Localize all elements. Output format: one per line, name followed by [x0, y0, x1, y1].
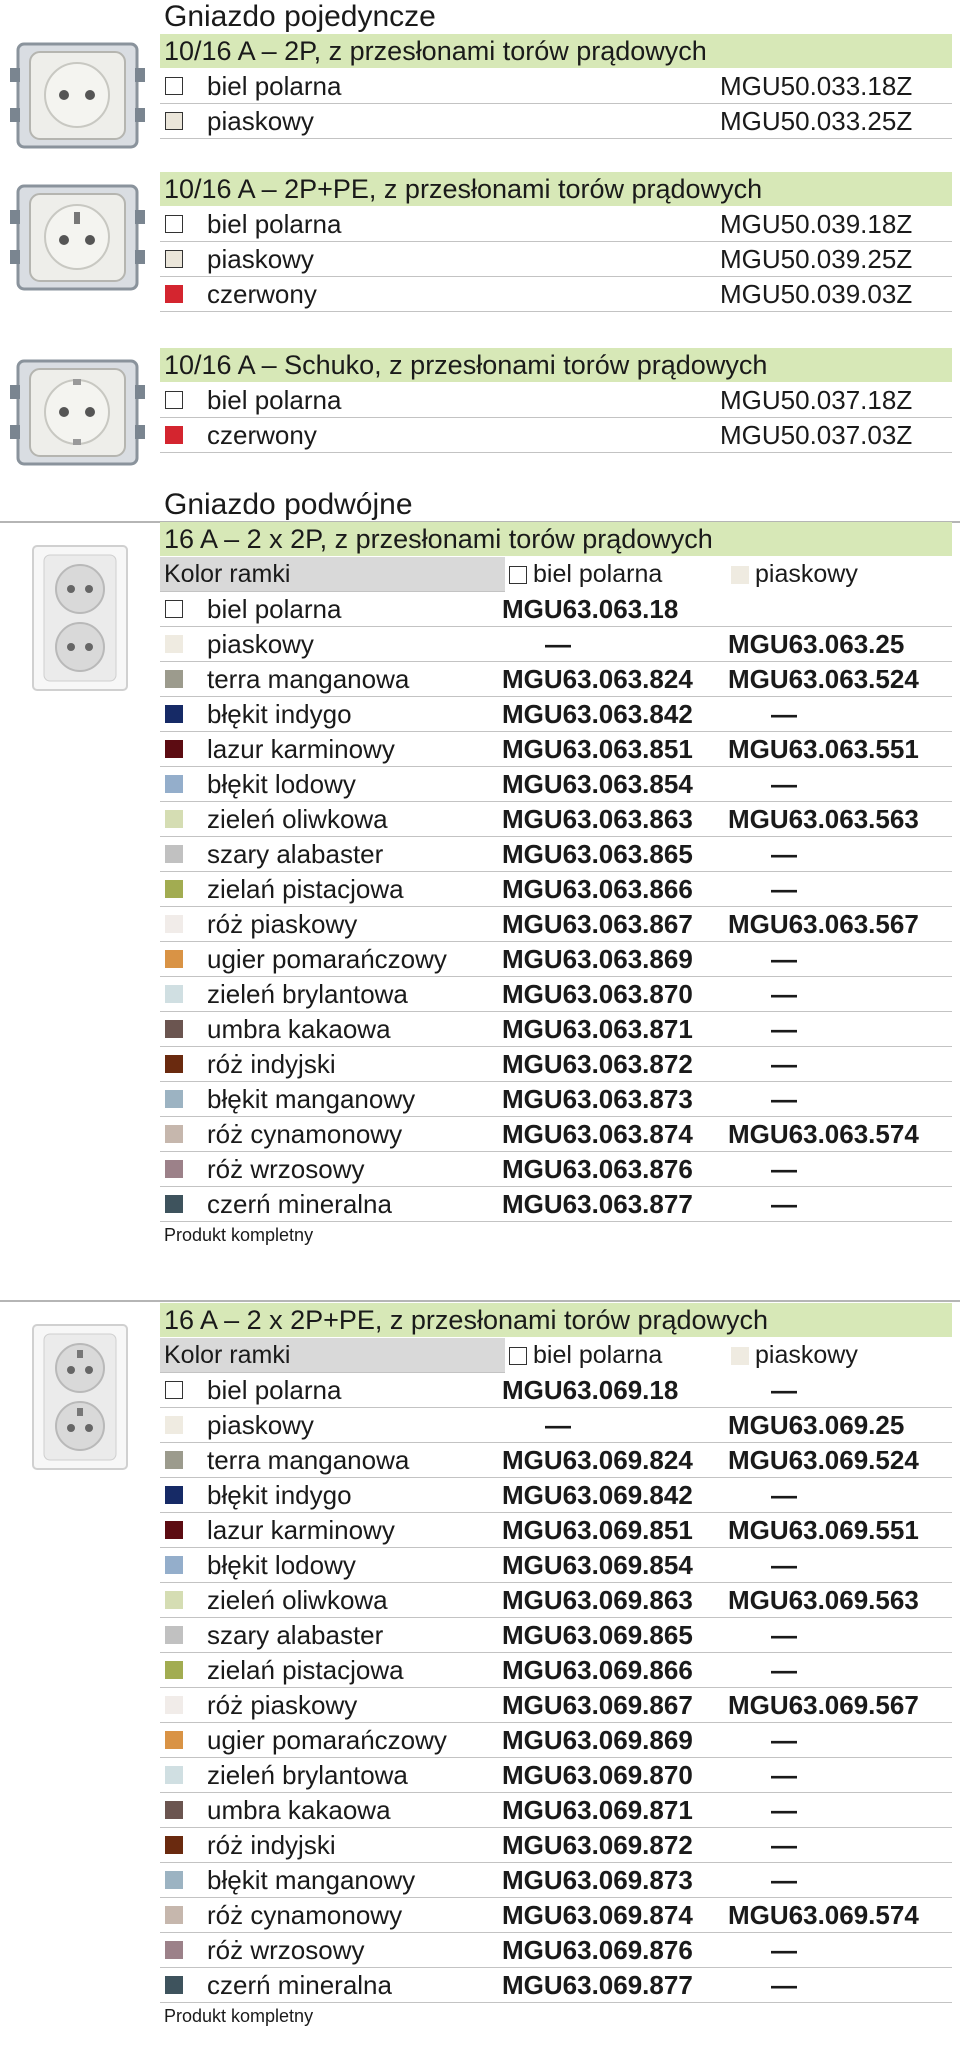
code-white-frame: MGU63.063.867 — [502, 909, 693, 939]
color-swatch-icon — [165, 950, 183, 968]
swatch-icon — [731, 1347, 749, 1365]
color-name: biel polarna — [207, 1375, 342, 1405]
code-sand-frame: — — [771, 1725, 797, 1755]
col-header-label: biel polarna — [533, 560, 663, 588]
code-white-frame: MGU63.069.842 — [502, 1480, 693, 1510]
code-sand-frame: — — [771, 1154, 797, 1184]
color-name: ugier pomarańczowy — [207, 1725, 447, 1755]
swatch-icon — [731, 566, 749, 584]
product-row — [160, 1898, 952, 1933]
product-row — [160, 1152, 952, 1187]
code-sand-frame: MGU63.063.524 — [728, 664, 919, 694]
code-white-frame: MGU63.069.824 — [502, 1445, 693, 1475]
code-white-frame: MGU63.069.873 — [502, 1865, 693, 1895]
color-swatch-icon — [165, 845, 183, 863]
group-title: 10/16 A – Schuko, z przesłonami torów prądowych — [160, 348, 952, 382]
color-name: róż piaskowy — [207, 909, 358, 939]
product-row — [160, 802, 952, 837]
code-white-frame: MGU63.063.869 — [502, 944, 693, 974]
color-name: czerń mineralna — [207, 1970, 392, 2000]
code-sand-frame: — — [771, 699, 797, 729]
col-header-label: piaskowy — [755, 560, 858, 588]
code-white-frame: MGU63.063.866 — [502, 874, 693, 904]
color-name: błękit manganowy — [207, 1084, 416, 1114]
code-white-frame: MGU63.069.18 — [502, 1375, 679, 1405]
code-sand-frame: — — [771, 979, 797, 1009]
product-row — [160, 1688, 952, 1723]
color-swatch-icon — [165, 1766, 183, 1784]
color-name: zielań pistacjowa — [207, 874, 404, 904]
code-white-frame: MGU63.063.824 — [502, 664, 693, 694]
code-sand-frame: MGU63.063.563 — [728, 804, 919, 834]
product-row — [160, 942, 952, 977]
frame-color-header: Kolor ramki — [164, 1341, 291, 1369]
code-sand-frame: — — [771, 769, 797, 799]
color-name: zieleń brylantowa — [207, 979, 408, 1009]
swatch-icon — [509, 1347, 527, 1365]
color-swatch-icon — [165, 880, 183, 898]
color-swatch-icon — [165, 112, 183, 130]
product-row — [160, 907, 952, 942]
product-row — [160, 1117, 952, 1152]
product-row — [160, 1443, 952, 1478]
color-swatch-icon — [165, 1451, 183, 1469]
color-name: róż piaskowy — [207, 1690, 358, 1720]
product-code: MGU50.037.18Z — [720, 385, 913, 415]
table-header — [160, 1338, 952, 1373]
color-swatch-icon — [165, 1020, 183, 1038]
code-sand-frame: — — [771, 1550, 797, 1580]
color-swatch-icon — [165, 1416, 183, 1434]
code-white-frame: MGU63.063.842 — [502, 699, 693, 729]
product-row — [160, 1618, 952, 1653]
color-swatch-icon — [165, 670, 183, 688]
code-white-frame: MGU63.063.877 — [502, 1189, 693, 1219]
col-header-sand — [727, 1338, 952, 1373]
color-name: róż wrzosowy — [207, 1935, 365, 1965]
color-name: piaskowy — [207, 1410, 314, 1440]
color-swatch-icon — [165, 600, 183, 618]
color-name: biel polarna — [207, 209, 342, 239]
color-swatch-icon — [165, 1486, 183, 1504]
color-name: szary alabaster — [207, 1620, 384, 1650]
color-name: piaskowy — [207, 629, 314, 659]
color-name: zieleń oliwkowa — [207, 1585, 388, 1615]
color-swatch-icon — [165, 1195, 183, 1213]
product-row — [160, 1187, 952, 1222]
code-white-frame: — — [545, 629, 571, 659]
code-white-frame: MGU63.069.876 — [502, 1935, 693, 1965]
color-name: umbra kakaowa — [207, 1014, 391, 1044]
code-white-frame: MGU63.069.865 — [502, 1620, 693, 1650]
code-white-frame: MGU63.063.870 — [502, 979, 693, 1009]
color-swatch-icon — [165, 426, 183, 444]
color-name: czerwony — [207, 420, 317, 450]
section-separator — [0, 1300, 960, 1302]
code-sand-frame: — — [771, 1760, 797, 1790]
color-name: umbra kakaowa — [207, 1795, 391, 1825]
color-swatch-icon — [165, 1090, 183, 1108]
color-name: szary alabaster — [207, 839, 384, 869]
code-white-frame: MGU63.069.867 — [502, 1690, 693, 1720]
table-2x2p — [160, 522, 952, 1248]
product-row — [160, 1793, 952, 1828]
socket-schuko-image — [10, 355, 145, 470]
color-swatch-icon — [165, 635, 183, 653]
color-name: terra manganowa — [207, 1445, 410, 1475]
table-title: 16 A – 2 x 2P+PE, z przesłonami torów prądowych — [160, 1303, 952, 1337]
color-swatch-icon — [165, 1626, 183, 1644]
product-row — [160, 1373, 952, 1408]
product-code: MGU50.039.25Z — [720, 244, 913, 274]
color-swatch-icon — [165, 740, 183, 758]
product-row — [160, 1828, 952, 1863]
code-sand-frame: — — [771, 1935, 797, 1965]
code-sand-frame: — — [771, 839, 797, 869]
product-row — [160, 1758, 952, 1793]
code-white-frame: MGU63.063.854 — [502, 769, 693, 799]
color-name: czerwony — [207, 279, 317, 309]
code-sand-frame: MGU63.069.551 — [728, 1515, 919, 1545]
color-name: błękit indygo — [207, 699, 352, 729]
group-title: 10/16 A – 2P+PE, z przesłonami torów prądowych — [160, 172, 952, 206]
product-row — [160, 837, 952, 872]
code-white-frame: MGU63.063.876 — [502, 1154, 693, 1184]
color-name: błękit lodowy — [207, 1550, 356, 1580]
code-sand-frame: MGU63.069.524 — [728, 1445, 919, 1475]
code-white-frame: — — [545, 1410, 571, 1440]
product-row — [160, 767, 952, 802]
code-sand-frame: MGU63.069.25 — [728, 1410, 905, 1440]
color-swatch-icon — [165, 1731, 183, 1749]
code-white-frame: MGU63.063.18 — [502, 594, 679, 624]
col-header-sand — [727, 557, 952, 592]
color-name: róż indyjski — [207, 1830, 336, 1860]
product-row — [160, 662, 952, 697]
code-white-frame: MGU63.063.863 — [502, 804, 693, 834]
code-sand-frame: — — [771, 1970, 797, 2000]
color-swatch-icon — [165, 1381, 183, 1399]
color-swatch-icon — [165, 1556, 183, 1574]
color-name: czerń mineralna — [207, 1189, 392, 1219]
product-row — [160, 1723, 952, 1758]
table-2x2p-pe — [160, 1303, 952, 2029]
color-swatch-icon — [165, 1871, 183, 1889]
frame-color-header: Kolor ramki — [164, 560, 291, 588]
color-swatch-icon — [165, 915, 183, 933]
color-swatch-icon — [165, 775, 183, 793]
double-socket-2p-image — [30, 543, 130, 693]
product-row — [160, 1082, 952, 1117]
section-title-single: Gniazdo pojedyncze — [164, 0, 436, 33]
product-row — [160, 1012, 952, 1047]
code-sand-frame: — — [771, 1084, 797, 1114]
code-sand-frame: MGU63.069.567 — [728, 1690, 919, 1720]
product-row — [160, 592, 952, 627]
code-sand-frame: — — [771, 1655, 797, 1685]
code-sand-frame: — — [771, 1830, 797, 1860]
code-sand-frame: MGU63.063.25 — [728, 629, 905, 659]
code-white-frame: MGU63.069.854 — [502, 1550, 693, 1580]
code-sand-frame: — — [771, 1014, 797, 1044]
color-name: zieleń oliwkowa — [207, 804, 388, 834]
color-name: błękit lodowy — [207, 769, 356, 799]
color-name: róż cynamonowy — [207, 1119, 403, 1149]
code-sand-frame: — — [771, 874, 797, 904]
code-sand-frame: MGU63.069.563 — [728, 1585, 919, 1615]
code-sand-frame: — — [771, 1189, 797, 1219]
color-name: lazur karminowy — [207, 734, 395, 764]
code-sand-frame: — — [771, 1620, 797, 1650]
color-name: biel polarna — [207, 594, 342, 624]
group-2p-pe — [160, 172, 952, 312]
table-title: 16 A – 2 x 2P, z przesłonami torów prądowych — [160, 522, 952, 556]
product-row — [160, 242, 952, 277]
product-row — [160, 1583, 952, 1618]
code-white-frame: MGU63.069.877 — [502, 1970, 693, 2000]
color-swatch-icon — [165, 1521, 183, 1539]
product-row — [160, 1863, 952, 1898]
product-row — [160, 383, 952, 418]
color-swatch-icon — [165, 391, 183, 409]
code-sand-frame: — — [771, 1795, 797, 1825]
color-name: lazur karminowy — [207, 1515, 395, 1545]
complete-product-note: Produkt kompletny — [164, 1225, 314, 1245]
code-white-frame: MGU63.063.871 — [502, 1014, 693, 1044]
code-sand-frame: MGU63.063.551 — [728, 734, 919, 764]
product-row — [160, 627, 952, 662]
color-swatch-icon — [165, 285, 183, 303]
double-socket-2p-pe-image — [30, 1322, 130, 1472]
color-swatch-icon — [165, 1661, 183, 1679]
col-header-label: piaskowy — [755, 1341, 858, 1369]
table-header — [160, 557, 952, 592]
color-name: zieleń brylantowa — [207, 1760, 408, 1790]
product-row — [160, 732, 952, 767]
color-swatch-icon — [165, 1125, 183, 1143]
product-row — [160, 1933, 952, 1968]
product-row — [160, 207, 952, 242]
code-white-frame: MGU63.063.851 — [502, 734, 693, 764]
color-name: zielań pistacjowa — [207, 1655, 404, 1685]
product-code: MGU50.033.25Z — [720, 106, 913, 136]
swatch-icon — [509, 566, 527, 584]
product-code: MGU50.039.18Z — [720, 209, 913, 239]
product-code: MGU50.037.03Z — [720, 420, 913, 450]
product-code: MGU50.039.03Z — [720, 279, 913, 309]
product-row — [160, 104, 952, 139]
product-code: MGU50.033.18Z — [720, 71, 913, 101]
col-header-label: biel polarna — [533, 1341, 663, 1369]
group-2p — [160, 34, 952, 139]
product-row — [160, 697, 952, 732]
color-swatch-icon — [165, 1055, 183, 1073]
color-name: biel polarna — [207, 71, 342, 101]
code-white-frame: MGU63.069.866 — [502, 1655, 693, 1685]
code-sand-frame: — — [771, 1865, 797, 1895]
product-row — [160, 872, 952, 907]
color-swatch-icon — [165, 250, 183, 268]
code-white-frame: MGU63.069.870 — [502, 1760, 693, 1790]
code-sand-frame: MGU63.069.574 — [728, 1900, 919, 1930]
color-swatch-icon — [165, 1941, 183, 1959]
product-row — [160, 977, 952, 1012]
color-name: ugier pomarańczowy — [207, 944, 447, 974]
color-name: błękit manganowy — [207, 1865, 416, 1895]
section-title-double: Gniazdo podwójne — [164, 488, 413, 521]
code-sand-frame: MGU63.063.574 — [728, 1119, 919, 1149]
color-name: róż cynamonowy — [207, 1900, 403, 1930]
code-white-frame: MGU63.069.874 — [502, 1900, 693, 1930]
color-name: piaskowy — [207, 244, 314, 274]
group-schuko — [160, 348, 952, 453]
code-white-frame: MGU63.063.865 — [502, 839, 693, 869]
socket-2p-image — [10, 38, 145, 153]
color-swatch-icon — [165, 1976, 183, 1994]
color-swatch-icon — [165, 1801, 183, 1819]
code-sand-frame: MGU63.063.567 — [728, 909, 919, 939]
code-sand-frame: — — [771, 944, 797, 974]
code-white-frame: MGU63.069.863 — [502, 1585, 693, 1615]
product-row — [160, 1408, 952, 1443]
color-name: błękit indygo — [207, 1480, 352, 1510]
code-white-frame: MGU63.069.851 — [502, 1515, 693, 1545]
code-white-frame: MGU63.069.871 — [502, 1795, 693, 1825]
color-name: terra manganowa — [207, 664, 410, 694]
color-swatch-icon — [165, 1836, 183, 1854]
product-row — [160, 1513, 952, 1548]
color-name: piaskowy — [207, 106, 314, 136]
socket-2p-pe-image — [10, 180, 145, 295]
code-white-frame: MGU63.063.872 — [502, 1049, 693, 1079]
code-white-frame: MGU63.069.869 — [502, 1725, 693, 1755]
product-row — [160, 277, 952, 312]
code-sand-frame: — — [771, 1480, 797, 1510]
color-swatch-icon — [165, 810, 183, 828]
color-swatch-icon — [165, 1696, 183, 1714]
color-swatch-icon — [165, 705, 183, 723]
color-swatch-icon — [165, 1160, 183, 1178]
col-header-white — [505, 557, 727, 592]
color-swatch-icon — [165, 1591, 183, 1609]
col-header-white — [505, 1338, 727, 1373]
product-row — [160, 1047, 952, 1082]
code-sand-frame: — — [771, 1375, 797, 1405]
color-swatch-icon — [165, 215, 183, 233]
product-row — [160, 1653, 952, 1688]
color-swatch-icon — [165, 1906, 183, 1924]
color-name: róż wrzosowy — [207, 1154, 365, 1184]
color-swatch-icon — [165, 985, 183, 1003]
product-row — [160, 418, 952, 453]
group-title: 10/16 A – 2P, z przesłonami torów prądowych — [160, 34, 952, 68]
product-row — [160, 69, 952, 104]
code-sand-frame: — — [771, 1049, 797, 1079]
product-row — [160, 1548, 952, 1583]
complete-product-note: Produkt kompletny — [164, 2006, 314, 2026]
code-white-frame: MGU63.063.873 — [502, 1084, 693, 1114]
product-row — [160, 1968, 952, 2003]
color-name: biel polarna — [207, 385, 342, 415]
code-white-frame: MGU63.063.874 — [502, 1119, 693, 1149]
color-name: róż indyjski — [207, 1049, 336, 1079]
product-row — [160, 1478, 952, 1513]
color-swatch-icon — [165, 77, 183, 95]
code-white-frame: MGU63.069.872 — [502, 1830, 693, 1860]
